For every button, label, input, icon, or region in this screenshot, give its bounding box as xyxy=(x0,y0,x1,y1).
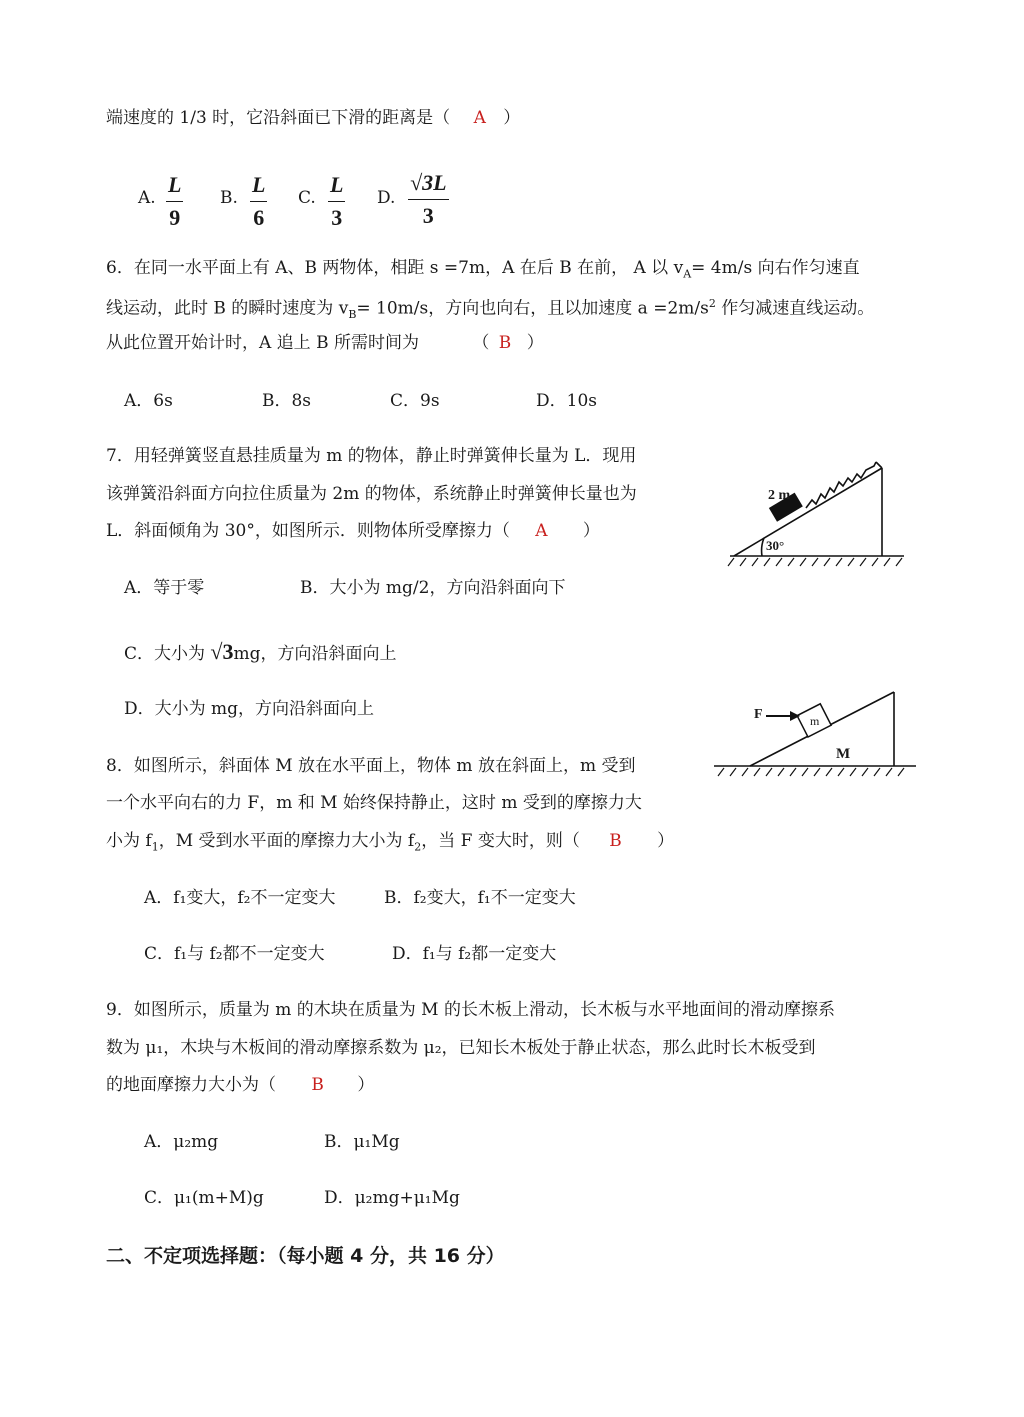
q6-line2-text-b: = 10m/s，方向也向右，且以加速度 a =2m/s xyxy=(356,298,709,319)
q6-option-c: C．9s xyxy=(390,391,440,411)
q5-option-a-denominator: 9 xyxy=(169,205,181,230)
q9-stem-line2: 数为 μ₁，木块与木板间的滑动摩擦系数为 μ₂，已知长木板处于静止状态，那么此时长木板受到 xyxy=(106,1038,816,1058)
q5-option-c-denominator: 3 xyxy=(331,205,343,230)
q5-option-d-numerator: √3L xyxy=(408,170,449,200)
q8-line3-text-c: ，当 F 变大时，则（ xyxy=(421,831,580,851)
q9-line3-text: 的地面摩擦力大小为（ xyxy=(106,1075,276,1095)
q8-line3-subscript-1: 1 xyxy=(151,840,159,854)
q8-line3-text-a: 小为 f xyxy=(106,831,152,851)
q5-option-a-label: A. xyxy=(138,188,156,208)
q5-option-b-denominator: 6 xyxy=(253,205,265,230)
q5-option-c-label: C. xyxy=(298,188,316,208)
q8-close-paren: ） xyxy=(657,831,675,851)
q7-stem-line1: 7．用轻弹簧竖直悬挂质量为 m 的物体，静止时弹簧伸长量为 L．现用 xyxy=(106,446,637,466)
q7-option-c-suffix: mg，方向沿斜面向上 xyxy=(233,644,397,664)
q8-stem-line3 xyxy=(106,833,674,852)
q6-stem-line1 xyxy=(106,260,860,279)
q8-figure-wedge-label: M xyxy=(836,746,851,762)
q9-stem-line1: 9．如图所示，质量为 m 的木块在质量为 M 的长木板上滑动，长木板与水平地面间的滑动摩擦系 xyxy=(106,1000,835,1020)
q8-figure-force-label: F xyxy=(754,707,763,722)
q7-stem-line3 xyxy=(106,523,600,540)
q6-stem-line3 xyxy=(106,335,544,352)
q7-figure-mass-label: 2 m xyxy=(768,488,791,503)
q7-option-c-root: √3 xyxy=(210,639,234,664)
q6-answer: B xyxy=(498,333,512,353)
q6-line1-text-b: = 4m/s 向右作匀速直 xyxy=(691,258,860,278)
q8-line3-subscript-2: 2 xyxy=(414,840,422,854)
q5-option-b-numerator: L xyxy=(250,172,267,202)
q7-option-a: A．等于零 xyxy=(124,578,205,598)
q8-figure-block-label: m xyxy=(810,714,820,728)
q7-option-b: B．大小为 mg/2，方向沿斜面向下 xyxy=(300,578,566,598)
q7-close-paren: ） xyxy=(582,521,600,541)
q7-incline-figure xyxy=(724,454,914,572)
q6-line1-subscript: A xyxy=(683,267,692,281)
q7-line3-text: L．斜面倾角为 30°，如图所示．则物体所受摩擦力（ xyxy=(106,521,510,541)
q8-answer: B xyxy=(609,831,622,851)
q6-line2-text-a: 线运动，此时 B 的瞬时速度为 v xyxy=(106,298,349,319)
q6-line2-superscript: 2 xyxy=(708,297,716,310)
q6-close-paren: ） xyxy=(526,333,544,353)
q6-option-d: D．10s xyxy=(536,391,597,411)
q5-option-a-numerator: L xyxy=(166,172,183,202)
q5-option-c-numerator: L xyxy=(328,172,345,202)
q5-option-d-fraction xyxy=(408,170,449,229)
q6-stem-line2 xyxy=(106,298,874,320)
q9-answer: B xyxy=(311,1075,324,1095)
q9-option-c: C．μ₁(m+M)g xyxy=(144,1188,264,1208)
q8-wedge-figure xyxy=(710,686,920,778)
q9-option-b: B．μ₁Mg xyxy=(324,1132,400,1152)
q6-line1-text-a: 6．在同一水平面上有 A、B 两物体，相距 s =7m，A 在后 B 在前， A 以 v xyxy=(106,258,684,278)
q7-figure-angle-label: 30° xyxy=(766,538,785,553)
q9-option-d: D．μ₂mg+μ₁Mg xyxy=(324,1188,460,1208)
q9-option-a: A．μ₂mg xyxy=(144,1132,219,1152)
q7-option-d: D．大小为 mg，方向沿斜面向上 xyxy=(124,699,375,719)
q8-stem-line1: 8．如图所示，斜面体 M 放在水平面上，物体 m 放在斜面上，m 受到 xyxy=(106,756,636,776)
q6-option-b: B．8s xyxy=(262,391,312,411)
q7-stem-line2: 该弹簧沿斜面方向拉住质量为 2m 的物体，系统静止时弹簧伸长量也为 xyxy=(106,484,637,504)
q5-stem-text: 端速度的 1/3 时，它沿斜面已下滑的距离是（ xyxy=(106,108,451,128)
q5-option-a-fraction xyxy=(166,172,183,231)
q6-open-paren: （ xyxy=(472,333,490,353)
q6-line3-text: 从此位置开始计时，A 追上 B 所需时间为 xyxy=(106,333,419,353)
q5-option-b-fraction xyxy=(250,172,267,231)
q5-stem xyxy=(106,110,520,127)
q6-option-a: A．6s xyxy=(124,391,173,411)
q5-option-b-label: B. xyxy=(220,188,238,208)
q9-stem-line3 xyxy=(106,1077,374,1094)
q6-line2-subscript: B xyxy=(348,308,357,322)
q5-option-c-fraction xyxy=(328,172,345,231)
q5-close: ） xyxy=(503,108,521,128)
q7-answer: A xyxy=(535,521,548,541)
q7-option-c-prefix: C．大小为 xyxy=(124,644,206,664)
q9-close-paren: ） xyxy=(357,1075,375,1095)
q8-line3-text-b: ，M 受到水平面的摩擦力大小为 f xyxy=(158,831,415,851)
q7-option-c xyxy=(124,641,397,663)
q8-option-a: A．f₁变大，f₂不一定变大 xyxy=(144,888,336,908)
q8-stem-line2: 一个水平向右的力 F，m 和 M 始终保持静止，这时 m 受到的摩擦力大 xyxy=(106,793,642,813)
section-2-heading: 二、不定项选择题：（每小题 4 分，共 16 分） xyxy=(106,1245,505,1267)
q6-line2-text-c: 作匀减速直线运动。 xyxy=(715,298,875,319)
q8-option-d: D．f₁与 f₂都一定变大 xyxy=(392,944,557,964)
q8-option-b: B．f₂变大，f₁不一定变大 xyxy=(384,888,576,908)
q5-answer: A xyxy=(473,108,486,128)
q8-option-c: C．f₁与 f₂都不一定变大 xyxy=(144,944,325,964)
q5-option-d-denominator: 3 xyxy=(422,203,434,228)
q5-option-d-label: D. xyxy=(377,188,396,208)
